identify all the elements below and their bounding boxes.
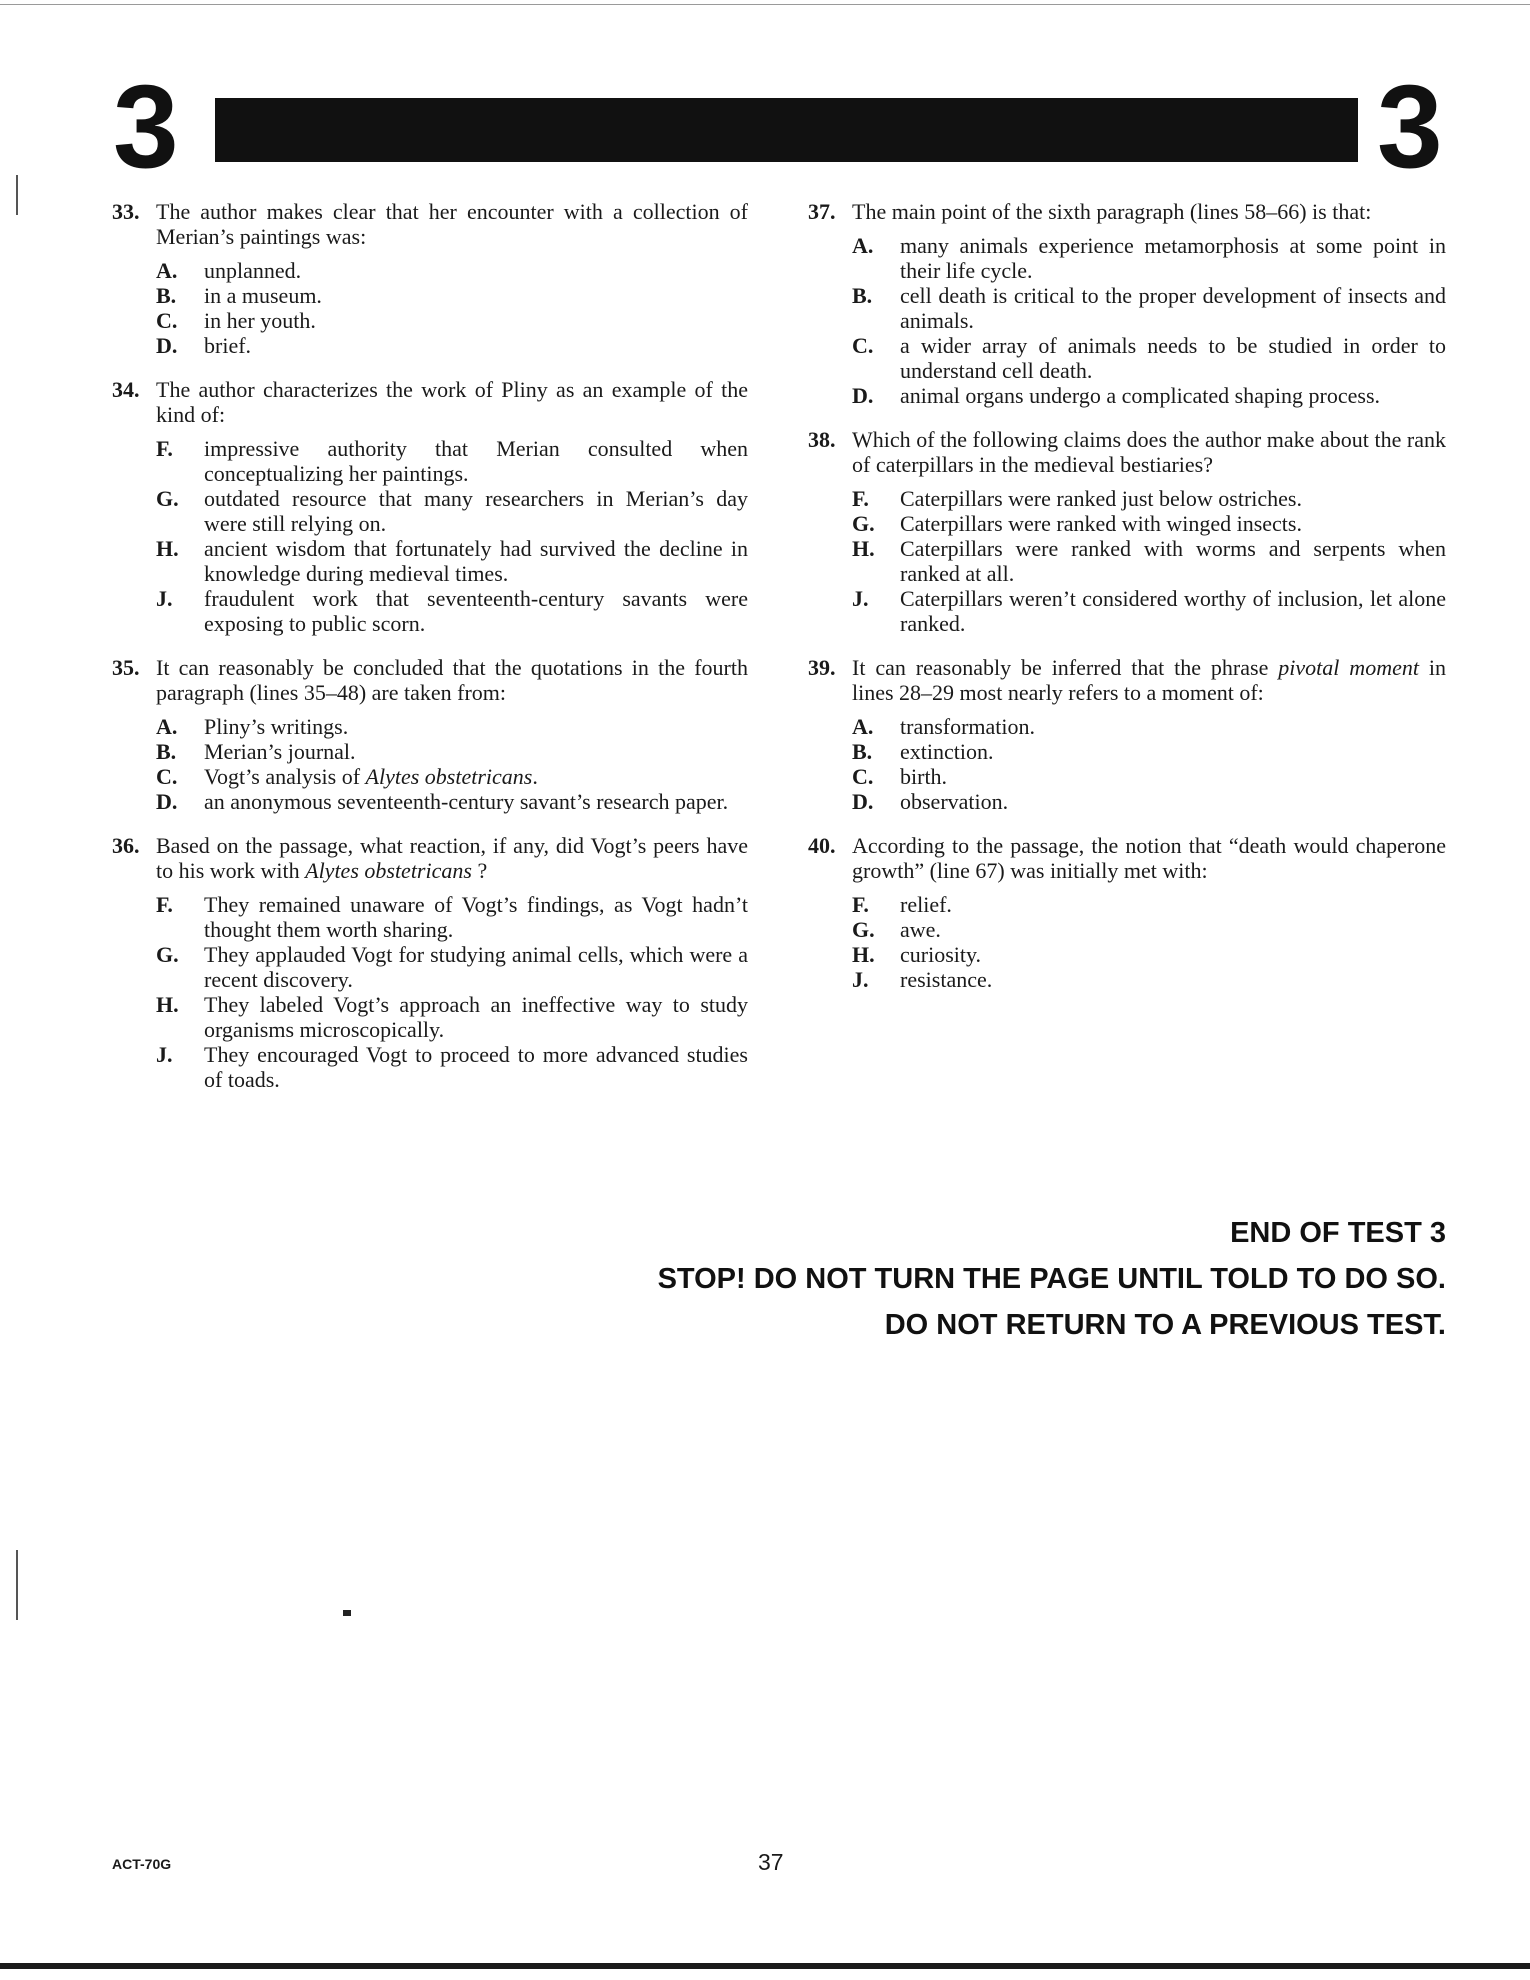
- option-letter: H.: [156, 992, 179, 1017]
- end-of-test-line: END OF TEST 3: [1230, 1217, 1446, 1249]
- option-letter: A.: [852, 714, 874, 739]
- option-text: impressive authority that Merian consulted when conceptualizing her paintings.: [204, 436, 748, 486]
- answer-options: [112, 258, 748, 358]
- option-letter: F.: [156, 892, 173, 917]
- option-H[interactable]: [808, 942, 1446, 967]
- answer-options: [112, 714, 748, 814]
- option-text: transformation.: [900, 714, 1036, 739]
- question-stem: It can reasonably be concluded that the quotations in the fourth paragraph (lines 35–48) are taken from:: [156, 655, 748, 705]
- question-stem: Which of the following claims does the author make about the rank of caterpillars in the medieval bestiaries?: [852, 427, 1446, 477]
- option-F[interactable]: [112, 436, 748, 486]
- option-text: many animals experience metamorphosis at some point in their life cycle.: [900, 233, 1446, 283]
- option-text: curiosity.: [900, 942, 982, 967]
- question-number: 34.: [112, 377, 140, 402]
- option-letter: G.: [852, 917, 875, 942]
- option-letter: F.: [852, 892, 869, 917]
- option-C[interactable]: [112, 764, 748, 789]
- option-J[interactable]: [808, 967, 1446, 992]
- option-letter: A.: [156, 258, 178, 283]
- option-text: awe.: [900, 917, 941, 942]
- option-letter: D.: [852, 789, 874, 814]
- scan-edge-mark: [16, 175, 18, 215]
- option-text: Caterpillars were ranked with winged insects.: [900, 511, 1302, 536]
- stop-line: STOP! DO NOT TURN THE PAGE UNTIL TOLD TO DO SO.: [657, 1263, 1446, 1295]
- option-text: a wider array of animals needs to be studied in order to understand cell death.: [900, 333, 1446, 383]
- option-D[interactable]: [808, 383, 1446, 408]
- option-letter: A.: [852, 233, 874, 258]
- section-number-left: 3: [113, 61, 179, 193]
- section-header-bar: [215, 98, 1358, 162]
- option-text: outdated resource that many researchers in Merian’s day were still relying on.: [204, 486, 748, 536]
- option-G[interactable]: [112, 942, 748, 992]
- option-letter: J.: [852, 967, 869, 992]
- option-A[interactable]: [808, 714, 1446, 739]
- option-D[interactable]: [112, 333, 748, 358]
- option-letter: G.: [852, 511, 875, 536]
- option-F[interactable]: [112, 892, 748, 942]
- option-letter: G.: [156, 486, 179, 511]
- question-38: [808, 427, 1446, 636]
- option-letter: D.: [852, 383, 874, 408]
- option-text: resistance.: [900, 967, 993, 992]
- option-H[interactable]: [112, 992, 748, 1042]
- question-stem: The author makes clear that her encounter with a collection of Merian’s paintings was:: [156, 199, 748, 249]
- option-letter: B.: [852, 739, 873, 764]
- page-number: 37: [758, 1849, 784, 1875]
- option-letter: J.: [852, 586, 869, 611]
- option-J[interactable]: [112, 586, 748, 636]
- option-text: Caterpillars weren’t considered worthy of inclusion, let alone ranked.: [900, 586, 1446, 636]
- option-letter: H.: [852, 942, 875, 967]
- option-letter: G.: [156, 942, 179, 967]
- question-number: 39.: [808, 655, 836, 680]
- option-text: Vogt’s analysis of Alytes obstetricans.: [204, 764, 538, 789]
- question-39: [808, 655, 1446, 814]
- option-letter: C.: [156, 764, 178, 789]
- option-text: They encouraged Vogt to proceed to more advanced studies of toads.: [204, 1042, 748, 1092]
- right-column: [808, 199, 1446, 1011]
- option-text: relief.: [900, 892, 952, 917]
- option-G[interactable]: [808, 511, 1446, 536]
- option-letter: B.: [156, 283, 177, 308]
- option-letter: D.: [156, 333, 178, 358]
- option-text: unplanned.: [204, 258, 302, 283]
- option-B[interactable]: [808, 739, 1446, 764]
- section-number-right: 3: [1377, 61, 1443, 193]
- question-number: 37.: [808, 199, 836, 224]
- option-A[interactable]: [112, 714, 748, 739]
- question-stem: According to the passage, the notion that “death would chaperone growth” (line 67) was initially met with:: [852, 833, 1446, 883]
- left-column: [112, 199, 748, 1111]
- option-J[interactable]: [112, 1042, 748, 1092]
- option-letter: H.: [852, 536, 875, 561]
- scan-speck: [343, 1610, 351, 1616]
- option-D[interactable]: [808, 789, 1446, 814]
- do-not-return-line: DO NOT RETURN TO A PREVIOUS TEST.: [884, 1309, 1446, 1341]
- option-text: birth.: [900, 764, 948, 789]
- option-G[interactable]: [112, 486, 748, 536]
- question-number: 33.: [112, 199, 140, 224]
- question-number: 40.: [808, 833, 836, 858]
- question-35: [112, 655, 748, 814]
- question-stem: The main point of the sixth paragraph (lines 58–66) is that:: [852, 199, 1372, 224]
- option-text: Merian’s journal.: [204, 739, 356, 764]
- option-text: extinction.: [900, 739, 994, 764]
- option-F[interactable]: [808, 486, 1446, 511]
- option-C[interactable]: [808, 764, 1446, 789]
- option-text: They labeled Vogt’s approach an ineffective way to study organisms microscopically.: [204, 992, 748, 1042]
- option-letter: C.: [852, 333, 874, 358]
- option-text: in a museum.: [204, 283, 322, 308]
- option-G[interactable]: [808, 917, 1446, 942]
- question-stem: It can reasonably be inferred that the phrase pivotal moment in lines 28–29 most nearly refers to a moment of:: [852, 655, 1446, 705]
- option-letter: F.: [852, 486, 869, 511]
- option-letter: H.: [156, 536, 179, 561]
- option-text: cell death is critical to the proper development of insects and animals.: [900, 283, 1446, 333]
- option-letter: J.: [156, 586, 173, 611]
- option-B[interactable]: [112, 283, 748, 308]
- option-text: observation.: [900, 789, 1009, 814]
- option-J[interactable]: [808, 586, 1446, 636]
- answer-options: [808, 892, 1446, 992]
- form-code: ACT-70G: [112, 1856, 172, 1872]
- option-letter: F.: [156, 436, 173, 461]
- question-number: 36.: [112, 833, 140, 858]
- option-H[interactable]: [112, 536, 748, 586]
- question-33: [112, 199, 748, 358]
- option-letter: C.: [852, 764, 874, 789]
- option-A[interactable]: [808, 233, 1446, 283]
- scan-edge-mark: [16, 1550, 18, 1620]
- option-text: animal organs undergo a complicated shaping process.: [900, 383, 1381, 408]
- option-letter: C.: [156, 308, 178, 333]
- question-stem: The author characterizes the work of Pliny as an example of the kind of:: [156, 377, 748, 427]
- option-C[interactable]: [112, 308, 748, 333]
- option-letter: A.: [156, 714, 178, 739]
- question-36: [112, 833, 748, 1092]
- option-letter: B.: [156, 739, 177, 764]
- option-letter: B.: [852, 283, 873, 308]
- option-text: They applauded Vogt for studying animal cells, which were a recent discovery.: [204, 942, 748, 992]
- option-A[interactable]: [112, 258, 748, 283]
- option-text: in her youth.: [204, 308, 316, 333]
- answer-options: [112, 892, 748, 1092]
- question-stem: Based on the passage, what reaction, if any, did Vogt’s peers have to his work with Alytes obstetricans ?: [156, 833, 748, 883]
- option-text: They remained unaware of Vogt’s findings, as Vogt hadn’t thought them worth sharing.: [204, 892, 748, 942]
- top-rule: [0, 4, 1530, 5]
- question-40: [808, 833, 1446, 992]
- question-37: [808, 199, 1446, 408]
- stop-notice: [658, 1210, 1446, 1348]
- answer-options: [112, 436, 748, 636]
- option-B[interactable]: [808, 283, 1446, 333]
- option-text: Caterpillars were ranked with worms and serpents when ranked at all.: [900, 536, 1446, 586]
- option-D[interactable]: [112, 789, 748, 814]
- option-B[interactable]: [112, 739, 748, 764]
- option-F[interactable]: [808, 892, 1446, 917]
- option-H[interactable]: [808, 536, 1446, 586]
- answer-options: [808, 714, 1446, 814]
- question-34: [112, 377, 748, 636]
- option-text: Pliny’s writings.: [204, 714, 349, 739]
- option-letter: D.: [156, 789, 178, 814]
- question-number: 35.: [112, 655, 140, 680]
- answer-options: [808, 486, 1446, 636]
- option-text: fraudulent work that seventeenth-century savants were exposing to public scorn.: [204, 586, 748, 636]
- option-C[interactable]: [808, 333, 1446, 383]
- option-text: Caterpillars were ranked just below ostriches.: [900, 486, 1302, 511]
- question-number: 38.: [808, 427, 836, 452]
- answer-options: [808, 233, 1446, 408]
- option-letter: J.: [156, 1042, 173, 1067]
- option-text: brief.: [204, 333, 252, 358]
- option-text: ancient wisdom that fortunately had survived the decline in knowledge during medieval times.: [204, 536, 748, 586]
- bottom-rule: [0, 1963, 1530, 1969]
- option-text: an anonymous seventeenth-century savant’s research paper.: [204, 789, 729, 814]
